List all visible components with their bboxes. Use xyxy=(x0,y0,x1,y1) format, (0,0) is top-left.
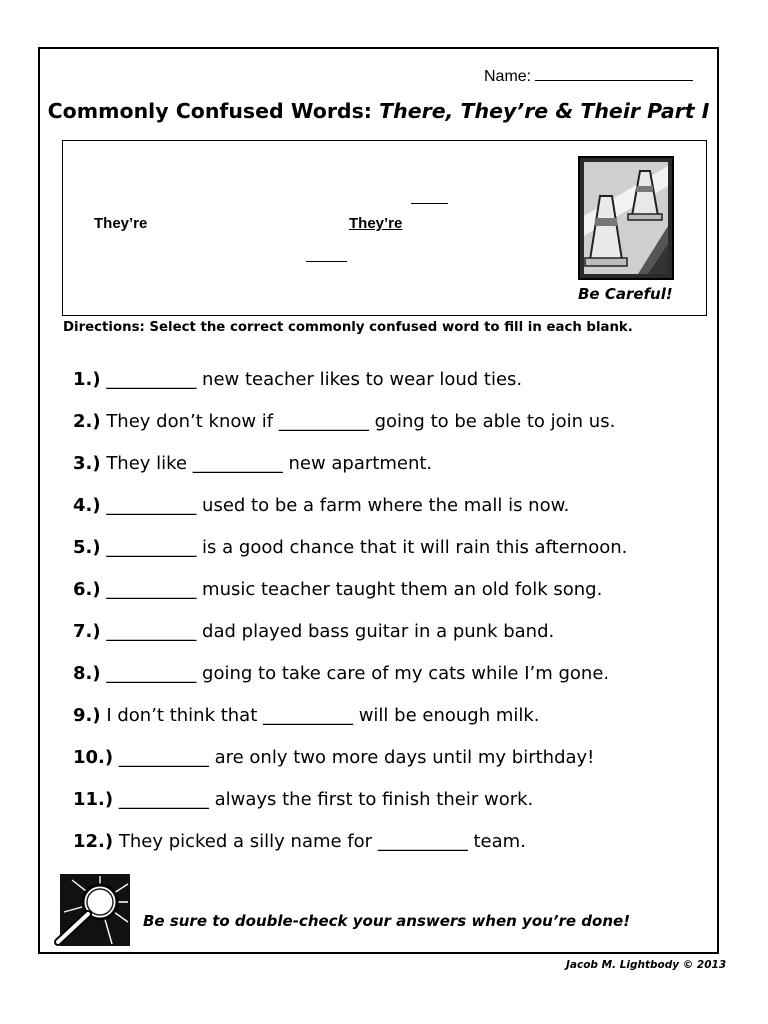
question-text: __________ going to take care of my cats while I’m gone. xyxy=(100,663,610,684)
directions-text: Directions: Select the correct commonly confused word to fill in each blank. xyxy=(63,320,633,335)
question-text: __________ music teacher taught them an old folk song. xyxy=(100,579,603,600)
name-label: Name: xyxy=(484,68,532,85)
question-text: They don’t know if __________ going to be able to join us. xyxy=(100,411,616,432)
question-text: __________ used to be a farm where the mall is now. xyxy=(100,495,570,516)
question-item[interactable] xyxy=(73,663,627,705)
question-item[interactable] xyxy=(73,411,627,453)
question-number: 3.) xyxy=(73,453,101,474)
question-number: 5.) xyxy=(73,537,101,558)
question-text: I don’t think that __________ will be enough milk. xyxy=(100,705,540,726)
caution-caption: Be Careful! xyxy=(578,285,673,303)
question-number: 9.) xyxy=(73,705,101,726)
question-text: They picked a silly name for __________ team. xyxy=(113,831,526,852)
question-text: __________ new teacher likes to wear loud ties. xyxy=(100,369,523,390)
reminder-text: Be sure to double-check your answers when you’re done! xyxy=(143,912,631,930)
question-number: 4.) xyxy=(73,495,101,516)
page-title xyxy=(38,99,719,123)
blank-line-upper xyxy=(411,203,448,204)
question-item[interactable] xyxy=(73,537,627,579)
question-text: __________ dad played bass guitar in a punk band. xyxy=(100,621,555,642)
word-box xyxy=(62,140,707,316)
question-text: They like __________ new apartment. xyxy=(100,453,433,474)
question-item[interactable] xyxy=(73,453,627,495)
question-item[interactable] xyxy=(73,831,627,873)
question-number: 2.) xyxy=(73,411,101,432)
word-left: They’re xyxy=(94,215,148,232)
question-number: 10.) xyxy=(73,747,114,768)
question-item[interactable] xyxy=(73,579,627,621)
question-number: 7.) xyxy=(73,621,101,642)
question-list xyxy=(73,369,627,873)
question-item[interactable] xyxy=(73,789,627,831)
question-item[interactable] xyxy=(73,621,627,663)
author-credit: Jacob M. Lightbody © 2013 xyxy=(566,959,727,971)
question-number: 8.) xyxy=(73,663,101,684)
question-item[interactable] xyxy=(73,705,627,747)
question-item[interactable] xyxy=(73,747,627,789)
question-text: __________ always the first to finish their work. xyxy=(113,789,534,810)
title-plain: Commonly Confused Words: xyxy=(47,99,380,123)
question-number: 6.) xyxy=(73,579,101,600)
question-number: 12.) xyxy=(73,831,114,852)
question-text: __________ are only two more days until my birthday! xyxy=(113,747,595,768)
question-number: 11.) xyxy=(73,789,114,810)
name-blank[interactable] xyxy=(535,66,693,81)
title-italic: There, They’re & Their Part I xyxy=(379,99,710,123)
question-item[interactable] xyxy=(73,369,627,411)
traffic-cone-icon xyxy=(578,156,674,280)
name-field[interactable] xyxy=(484,66,693,86)
word-center: They’re xyxy=(349,215,403,232)
question-text: __________ is a good chance that it will rain this afternoon. xyxy=(100,537,628,558)
magnifying-glass-icon xyxy=(52,872,132,948)
question-number: 1.) xyxy=(73,369,101,390)
question-item[interactable] xyxy=(73,495,627,537)
blank-line-lower xyxy=(306,261,347,262)
